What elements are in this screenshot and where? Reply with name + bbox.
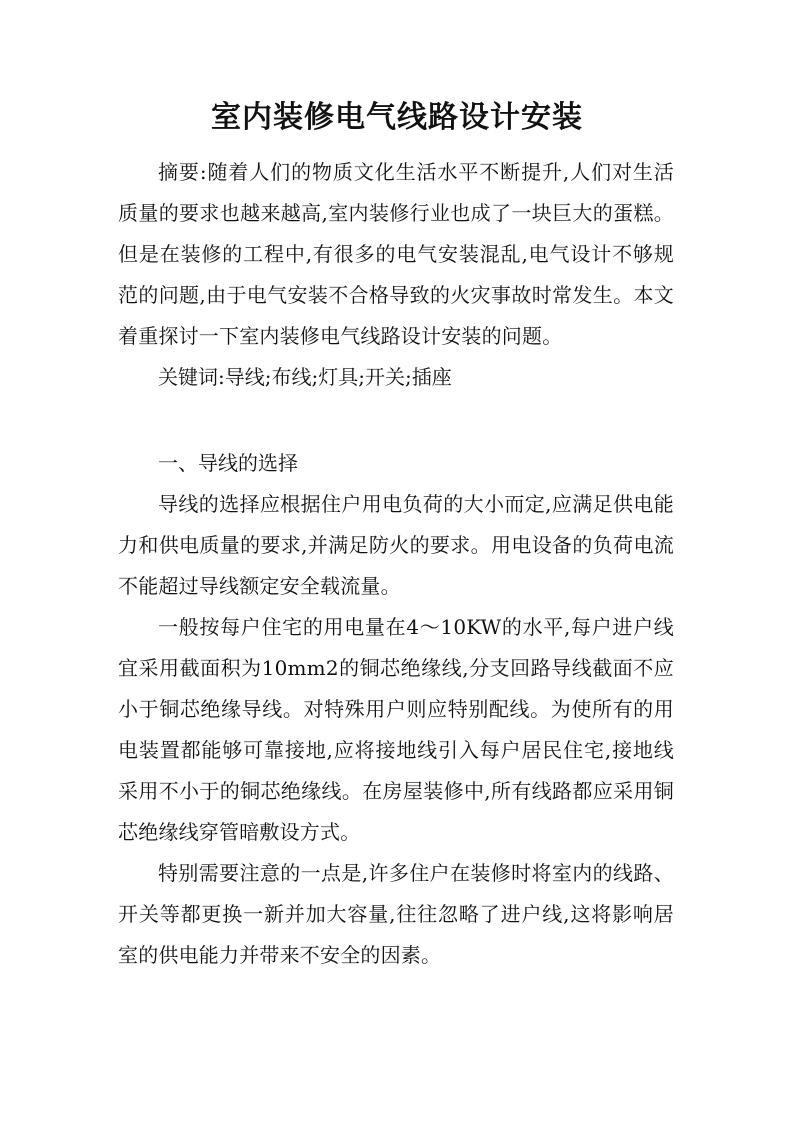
keywords-line: 关键词:导线;布线;灯具;开关;插座 [158, 365, 452, 389]
section-spacer [118, 398, 674, 443]
document-title: 室内装修电气线路设计安装 [211, 100, 583, 135]
section-heading: 一、导线的选择 [158, 451, 298, 475]
section-paragraph-2: 一般按每户住宅的用电量在4～10KW的水平,每户进户线宜采用截面积为10mm2的铜芯绝缘线,分支回路导线截面不应小于铜芯绝缘导线。对特殊用户则应特别配线。为使所有的用电装置都能够可靠接地,应将接地线引入每户居民住宅,接地线采用不小于的铜芯绝缘线。在房屋装修中,所有线路都应采用铜芯绝缘线穿管暗敷设方式。 [118, 615, 674, 844]
document-body [118, 152, 674, 976]
section-paragraph-3: 特别需要注意的一点是,许多住户在装修时将室内的线路、开关等都更换一新并加大容量,往往忽略了进户线,这将影响居室的供电能力并带来不安全的因素。 [118, 861, 674, 967]
section-paragraph-1: 导线的选择应根据住户用电负荷的大小而定,应满足供电能力和供电质量的要求,并满足防火的要求。用电设备的负荷电流不能超过导线额定安全载流量。 [118, 492, 674, 598]
abstract-paragraph: 摘要:随着人们的物质文化生活水平不断提升,人们对生活质量的要求也越来越高,室内装修行业也成了一块巨大的蛋糕。但是在装修的工程中,有很多的电气安装混乱,电气设计不够规范的问题,由于电气安装不合格导致的火灾事故时常发生。本文着重探讨一下室内装修电气线路设计安装的问题。 [118, 160, 674, 348]
